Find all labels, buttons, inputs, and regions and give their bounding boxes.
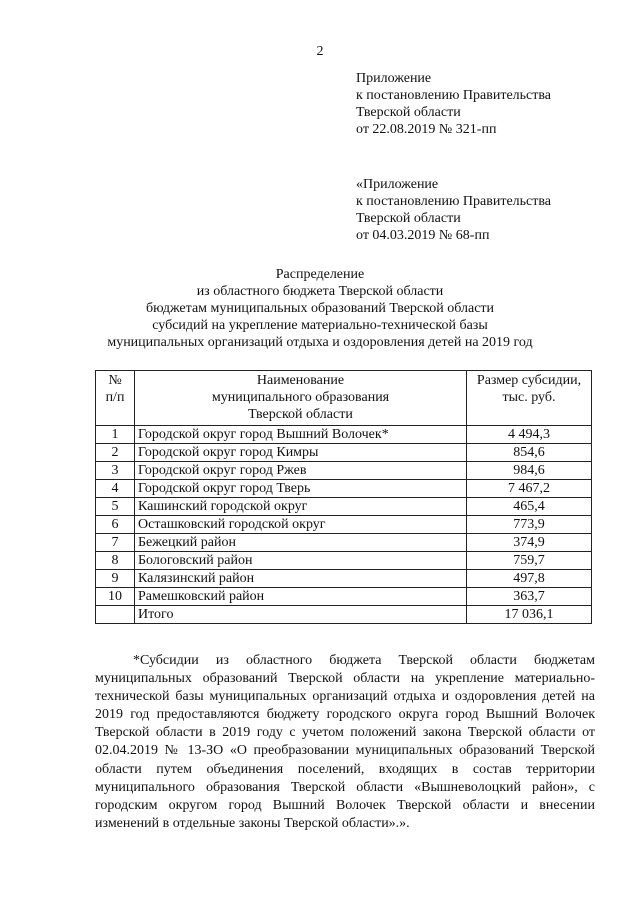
municipality-name: Кашинский городской округ [135, 498, 467, 516]
subsidy-amount: 465,4 [467, 498, 592, 516]
row-number: 2 [96, 444, 135, 462]
table-row [96, 462, 592, 480]
municipality-name: Осташковский городской округ [135, 516, 467, 534]
subsidy-amount: 497,8 [467, 570, 592, 588]
footnote-text: *Субсидии из областного бюджета Тверской области бюджетам муниципальных образований Тверской области на укрепление материально-технической базы муниципальных организаций отдыха и оздоровления детей на 2019 год предоставляются бюджету городского округа город Вышний Волочек Тверской области в 2019 году с учетом положений закона Тверской области от 02.04.2019 № 13-ЗО «О преобразовании муниципальных образований Тверской области путем объединения поселений, входящих в состав территории муниципального образования Тверской области «Вышневолоцкий район», с городским округом город Вышний Волочек Тверской области и внесении изменений в отдельные законы Тверской области».». [95, 653, 595, 831]
municipality-name: Городской округ город Тверь [135, 480, 467, 498]
row-number: 8 [96, 552, 135, 570]
column-header-number [96, 371, 135, 426]
municipality-name: Рамешковский район [135, 588, 467, 606]
header-line: № [108, 373, 122, 388]
footnote [95, 652, 595, 833]
subsidy-amount: 4 494,3 [467, 426, 592, 444]
total-label: Итого [135, 606, 467, 624]
column-header-name [135, 371, 467, 426]
subsidy-amount: 7 467,2 [467, 480, 592, 498]
municipality-name: Бологовский район [135, 552, 467, 570]
municipality-name: Городской округ город Кимры [135, 444, 467, 462]
appendix-line: к постановлению Правительства [356, 194, 552, 209]
row-number: 1 [96, 426, 135, 444]
row-number: 9 [96, 570, 135, 588]
title-line: Распределение [275, 267, 365, 282]
row-number: 5 [96, 498, 135, 516]
title-line: субсидий на укрепление материально-технической базы [152, 318, 488, 333]
table-row [96, 426, 592, 444]
row-number: 7 [96, 534, 135, 552]
row-number: 3 [96, 462, 135, 480]
municipality-name: Бежецкий район [135, 534, 467, 552]
title-line: бюджетам муниципальных образований Тверской области [145, 301, 495, 316]
subsidy-amount: 984,6 [467, 462, 592, 480]
table-row [96, 588, 592, 606]
municipality-name: Городской округ город Ржев [135, 462, 467, 480]
appendix-line: Тверской области [356, 211, 461, 226]
subsidy-amount: 854,6 [467, 444, 592, 462]
appendix-line: от 22.08.2019 № 321-пп [356, 122, 497, 137]
table-row [96, 498, 592, 516]
subsidy-table [95, 370, 592, 624]
appendix-line: Тверской области [356, 105, 461, 120]
table-row [96, 444, 592, 462]
header-line: Наименование [256, 373, 345, 388]
column-header-subsidy [467, 371, 592, 426]
appendix-line: «Приложение [356, 177, 439, 192]
total-amount: 17 036,1 [467, 606, 592, 624]
subsidy-amount: 374,9 [467, 534, 592, 552]
table-row [96, 480, 592, 498]
appendix-line: к постановлению Правительства [356, 88, 552, 103]
document-title [60, 266, 580, 351]
table-header-row [96, 371, 592, 426]
title-line: муниципальных организаций отдыха и оздоровления детей на 2019 год [107, 335, 533, 350]
header-line: тыс. руб. [502, 390, 556, 405]
subsidy-amount: 363,7 [467, 588, 592, 606]
header-line: Тверской области [248, 407, 353, 422]
header-line: п/п [105, 390, 125, 405]
municipality-name: Калязинский район [135, 570, 467, 588]
appendix-line: Приложение [356, 71, 432, 86]
table-total-row [96, 606, 592, 624]
row-number: 10 [96, 588, 135, 606]
table-row [96, 570, 592, 588]
row-number: 4 [96, 480, 135, 498]
title-line: из областного бюджета Тверской области [196, 284, 444, 299]
appendix-reference-current [356, 70, 551, 138]
appendix-line: от 04.03.2019 № 68-пп [356, 228, 490, 243]
row-number: 6 [96, 516, 135, 534]
table-row [96, 552, 592, 570]
table-row [96, 516, 592, 534]
page-number: 2 [316, 44, 324, 59]
table-row [96, 534, 592, 552]
municipality-name: Городской округ город Вышний Волочек* [135, 426, 467, 444]
header-line: Размер субсидии, [476, 373, 582, 388]
total-number-cell [96, 606, 135, 624]
subsidy-amount: 773,9 [467, 516, 592, 534]
subsidy-amount: 759,7 [467, 552, 592, 570]
appendix-reference-original [356, 176, 551, 244]
header-line: муниципального образования [211, 390, 390, 405]
